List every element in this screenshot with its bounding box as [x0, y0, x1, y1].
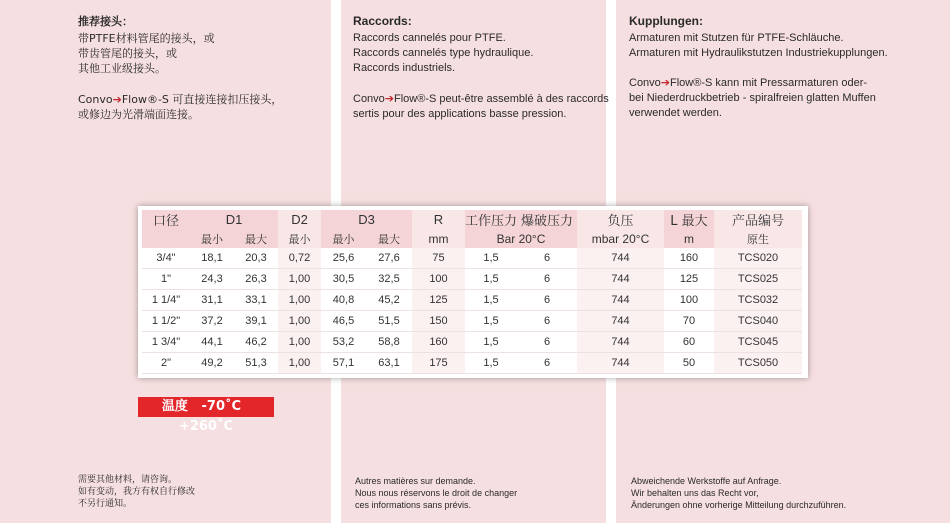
d3-min-label: 最小 — [321, 229, 366, 248]
zh-note-line2: 或修边为光滑端面连接。 — [78, 108, 199, 121]
table-cell: 125 — [664, 269, 714, 290]
zh-note — [78, 92, 282, 122]
zh-footer: 需要其他材料，请咨询。 如有变动，我方有权自行修改 不另行通知。 — [78, 475, 196, 509]
fr-note-prefix: Convo — [353, 93, 385, 105]
table-cell: 1,5 — [465, 269, 517, 290]
fr-note-brand: Flow®-S peut-être assemblé à des raccords — [394, 93, 609, 105]
table-header-row-1 — [142, 210, 802, 229]
d2-min-label: 最小 — [278, 229, 321, 248]
table-cell: 1,00 — [278, 269, 321, 290]
zh-body: 带PTFE材料管尾的接头，或 带齿管尾的接头，或 其他工业级接头。 — [78, 32, 215, 75]
table-cell: 1 1/4" — [142, 290, 190, 311]
table-cell: 46,2 — [234, 332, 278, 353]
col-header-d2: D2 — [278, 210, 321, 229]
col-header-working-pressure: 工作压力 — [465, 210, 517, 229]
table-cell: 6 — [517, 290, 577, 311]
table-cell: 1" — [142, 269, 190, 290]
temp-max: +260˚C — [178, 419, 234, 434]
spec-table-card — [138, 206, 808, 378]
table-cell: 6 — [517, 248, 577, 269]
table-cell: 57,1 — [321, 353, 366, 374]
table-cell: 744 — [577, 248, 664, 269]
table-cell: 33,1 — [234, 290, 278, 311]
fr-note — [353, 92, 609, 122]
vacuum-unit: mbar 20°C — [577, 229, 664, 248]
pressure-unit: Bar 20°C — [465, 229, 577, 248]
table-cell: 60 — [664, 332, 714, 353]
table-body — [142, 248, 802, 374]
table-cell: 70 — [664, 311, 714, 332]
table-cell: 27,6 — [366, 248, 412, 269]
table-cell: 31,1 — [190, 290, 234, 311]
fr-footer: Autres matières sur demande. Nous nous réservons le droit de changer ces informations sans prévis. — [355, 476, 518, 510]
fr-note-line2: sertis pour des applications basse pression. — [353, 108, 567, 120]
table-cell: 32,5 — [366, 269, 412, 290]
table-cell: 6 — [517, 332, 577, 353]
table-cell: 175 — [412, 353, 465, 374]
table-row — [142, 353, 802, 374]
table-cell: 1,00 — [278, 353, 321, 374]
arrow-icon: ➔ — [660, 77, 671, 89]
fr-heading: Raccords: — [353, 14, 412, 28]
d1-min-label: 最小 — [190, 229, 234, 248]
table-cell: 125 — [412, 290, 465, 311]
table-cell: 2" — [142, 353, 190, 374]
table-cell: 24,3 — [190, 269, 234, 290]
table-cell: 6 — [517, 269, 577, 290]
table-cell: 18,1 — [190, 248, 234, 269]
col-header-d3: D3 — [321, 210, 412, 229]
table-cell: 30,5 — [321, 269, 366, 290]
arrow-icon: ➔ — [112, 93, 122, 106]
col-header-r: R — [412, 210, 465, 229]
table-cell: 49,2 — [190, 353, 234, 374]
table-cell: 50 — [664, 353, 714, 374]
d1-max-label: 最大 — [234, 229, 278, 248]
table-cell: 1,5 — [465, 353, 517, 374]
table-cell: 58,8 — [366, 332, 412, 353]
table-cell: TCS032 — [714, 290, 802, 311]
table-row — [142, 332, 802, 353]
table-cell: 25,6 — [321, 248, 366, 269]
table-cell: 20,3 — [234, 248, 278, 269]
table-cell: 1,5 — [465, 248, 517, 269]
part-number-sub: 原生 — [714, 229, 802, 248]
table-cell: 44,1 — [190, 332, 234, 353]
col-header-bore: 口径 — [142, 210, 190, 229]
table-cell: TCS045 — [714, 332, 802, 353]
table-cell: 744 — [577, 353, 664, 374]
r-unit: mm — [412, 229, 465, 248]
table-cell: 40,8 — [321, 290, 366, 311]
table-cell: 53,2 — [321, 332, 366, 353]
table-cell: 6 — [517, 311, 577, 332]
de-note-line2: bei Niederdruckbetrieb - spiralfreien glatten Muffen verwendet werden. — [629, 92, 876, 119]
de-note-prefix: Convo — [629, 77, 661, 89]
table-row — [142, 269, 802, 290]
table-cell: 75 — [412, 248, 465, 269]
table-cell: 3/4" — [142, 248, 190, 269]
table-cell: 51,3 — [234, 353, 278, 374]
table-cell: TCS020 — [714, 248, 802, 269]
table-cell: 45,2 — [366, 290, 412, 311]
table-row — [142, 290, 802, 311]
table-cell: 39,1 — [234, 311, 278, 332]
zh-note-prefix: Convo — [78, 93, 113, 106]
col-header-burst-pressure: 爆破压力 — [517, 210, 577, 229]
d3-max-label: 最大 — [366, 229, 412, 248]
de-note — [629, 76, 876, 121]
table-cell: 0,72 — [278, 248, 321, 269]
table-row — [142, 311, 802, 332]
table-cell: 6 — [517, 353, 577, 374]
table-cell: 744 — [577, 290, 664, 311]
zh-heading: 推荐接头： — [78, 15, 133, 28]
table-cell: 1,00 — [278, 311, 321, 332]
length-unit: m — [664, 229, 714, 248]
table-cell: 51,5 — [366, 311, 412, 332]
table-cell: 744 — [577, 311, 664, 332]
table-cell: 26,3 — [234, 269, 278, 290]
temp-label: 温度 — [161, 399, 188, 414]
table-cell: 1 3/4" — [142, 332, 190, 353]
table-cell: 1,5 — [465, 311, 517, 332]
arrow-icon: ➔ — [384, 93, 395, 105]
table-cell: 160 — [664, 248, 714, 269]
de-heading: Kupplungen: — [629, 14, 703, 28]
temperature-badge — [138, 397, 274, 434]
fr-body: Raccords cannelés pour PTFE. Raccords cannelés type hydraulique. Raccords industriels. — [353, 32, 534, 74]
zh-note-brand: Flow®-S 可直接连接扣压接头， — [121, 93, 283, 106]
table-cell: TCS050 — [714, 353, 802, 374]
col-header-part-number: 产品编号 — [714, 210, 802, 229]
de-body: Armaturen mit Stutzen für PTFE-Schläuche. Armaturen mit Hydraulikstutzen Industriekupplungen. — [629, 32, 888, 59]
de-footer: Abweichende Werkstoffe auf Anfrage. Wir behalten uns das Recht vor, Änderungen ohne vorherige Mitteilung durchzuführen. — [631, 476, 847, 510]
table-cell: 100 — [664, 290, 714, 311]
table-cell: 100 — [412, 269, 465, 290]
col-header-d1: D1 — [190, 210, 278, 229]
table-row — [142, 248, 802, 269]
table-cell: 150 — [412, 311, 465, 332]
table-cell: 1,5 — [465, 332, 517, 353]
table-cell: 37,2 — [190, 311, 234, 332]
table-cell: 46,5 — [321, 311, 366, 332]
table-cell: 1 1/2" — [142, 311, 190, 332]
table-cell: TCS025 — [714, 269, 802, 290]
table-cell: 744 — [577, 332, 664, 353]
table-cell: 1,00 — [278, 332, 321, 353]
col-header-max-length: L 最大 — [664, 210, 714, 229]
de-note-brand: Flow®-S kann mit Pressarmaturen oder- — [670, 77, 868, 89]
spec-table — [142, 210, 802, 374]
table-cell: TCS040 — [714, 311, 802, 332]
table-cell: 63,1 — [366, 353, 412, 374]
table-cell: 160 — [412, 332, 465, 353]
table-cell: 1,5 — [465, 290, 517, 311]
table-header-row-2 — [142, 229, 802, 248]
table-cell: 1,00 — [278, 290, 321, 311]
temp-min: -70˚C — [201, 399, 242, 414]
table-cell: 744 — [577, 269, 664, 290]
col-header-vacuum: 负压 — [577, 210, 664, 229]
